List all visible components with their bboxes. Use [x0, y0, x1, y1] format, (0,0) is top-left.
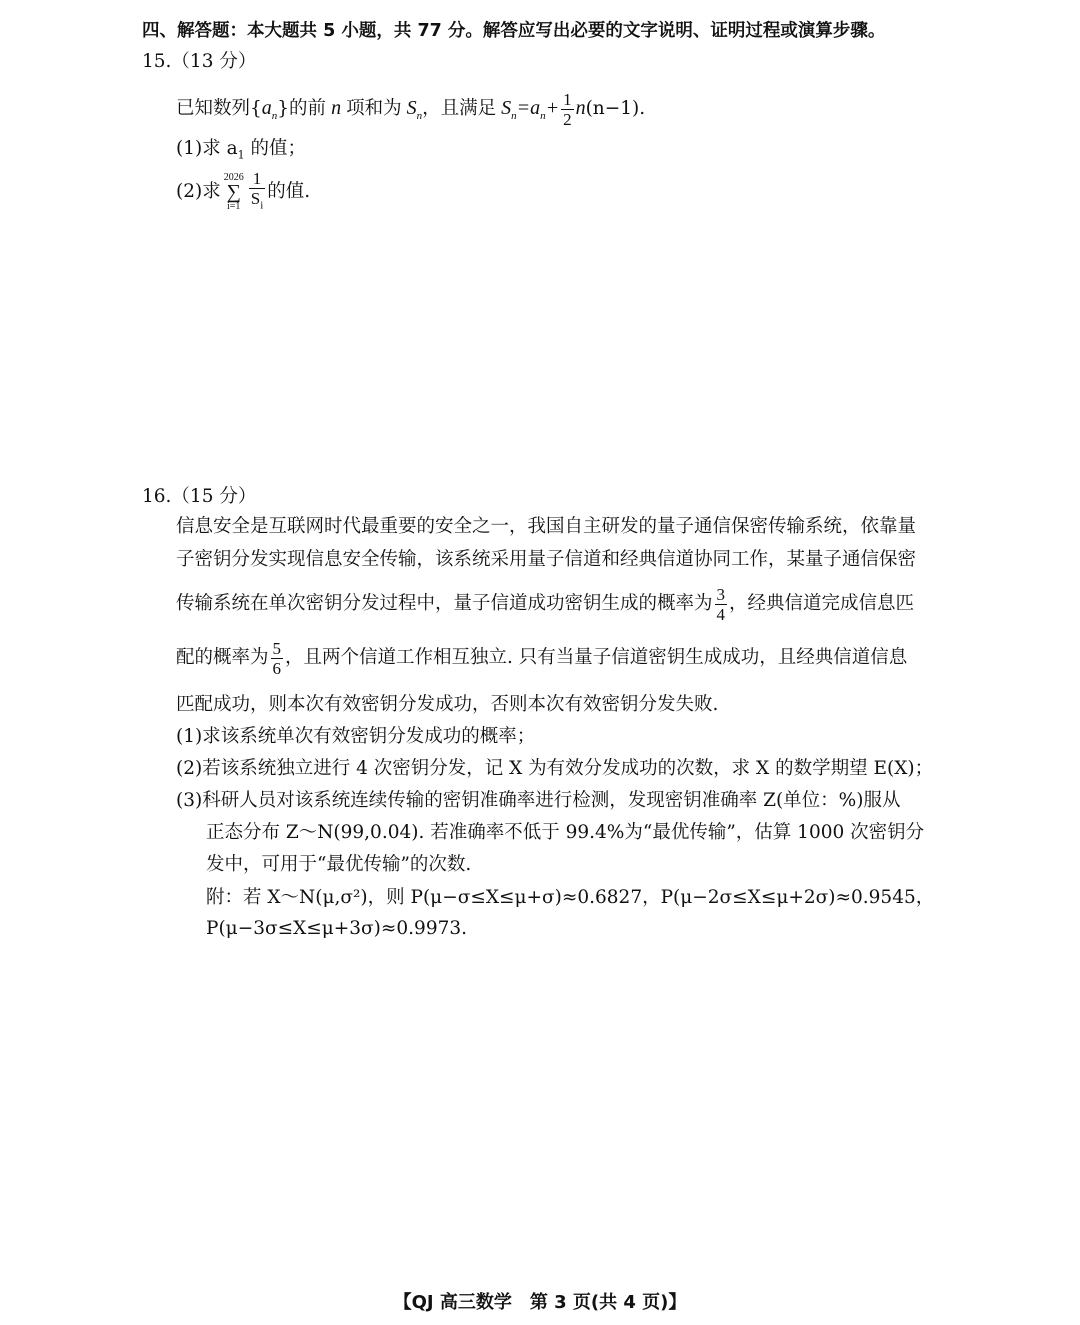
q16-part3-line3: 发中，可用于“最优传输”的次数.: [206, 854, 472, 875]
page-footer: 【QJ 高三数学 第 3 页(共 4 页)】: [393, 1292, 687, 1313]
q15-frac-num: 1: [563, 89, 572, 109]
q15-stem: [176, 88, 645, 136]
q16-appendix-line1: 附：若 X～N(μ,σ²)，则 P(μ−σ≤X≤μ+σ)≈0.6827，P(μ−2σ≤X≤μ+2σ)≈0.9545，: [206, 887, 935, 908]
q15-part2-fraction: [249, 169, 266, 215]
q15-part2-tail: 的值.: [267, 181, 311, 202]
q16-line5: 匹配成功，则本次有效密钥分发成功，否则本次有效密钥分发失败.: [176, 694, 719, 715]
q15-header: 15.（13 分）: [142, 51, 257, 72]
section-title: 四、解答题：本大题共 5 小题，共 77 分。解答应写出必要的文字说明、证明过程或演算步骤。: [142, 21, 886, 41]
q16-frac2-num: 5: [272, 638, 282, 658]
q16-frac1-num: 3: [716, 584, 726, 604]
q16-fraction-5-6: [271, 639, 284, 678]
q15-part2-frac-den: [249, 189, 266, 215]
q16-frac1-den: 4: [716, 604, 726, 624]
q15-var-sn: $S_n$: [401, 97, 423, 122]
q16-part3-line1: (3)科研人员对该系统连续传输的密钥准确率进行检测，发现密钥准确率 Z(单位：%)服从: [176, 790, 901, 811]
q15-fraction-half: [561, 90, 574, 129]
q15-stem-a: 已知数列{: [176, 98, 262, 119]
q15-part2: [176, 166, 310, 218]
q15-frac-den: 2: [563, 109, 572, 129]
q15-sum-bottom: i=1: [227, 201, 241, 212]
q15-part2-den-s: S: [250, 188, 261, 208]
q15-stem-d: ，且满足: [422, 98, 497, 119]
q16-fraction-3-4: [715, 585, 728, 624]
q16-part1: (1)求该系统单次有效密钥分发成功的概率；: [176, 726, 536, 747]
q15-stem-c: 项和为: [346, 98, 402, 119]
q16-header: 16.（15 分）: [142, 486, 257, 507]
q15-part1-tail: 的值；: [244, 138, 307, 159]
q15-stem-e: (n−1).: [585, 98, 646, 119]
q15-part2-head: (2)求: [176, 181, 221, 202]
q15-sum-top: 2026: [223, 172, 244, 183]
q16-line1: 信息安全是互联网时代最重要的安全之一，我国自主研发的量子通信保密传输系统，依靠量: [176, 516, 917, 537]
q16-part3-line2: 正态分布 Z～N(99,0.04). 若准确率不低于 99.4%为“最优传输”，估算 1000 次密钥分: [206, 822, 925, 843]
q15-var-an: $a_n$: [261, 97, 278, 122]
q16-appendix-line2: P(μ−3σ≤X≤μ+3σ)≈0.9973.: [206, 918, 468, 939]
q15-stem-b: }的前: [277, 98, 327, 119]
q16-line3-b: ，经典信道完成信息匹: [729, 593, 915, 614]
q15-n: n: [575, 97, 586, 119]
q16-line4-a: 配的概率为: [176, 647, 269, 668]
q15-part1-text: (1)求 a: [176, 138, 238, 159]
q16-line3-a: 传输系统在单次密钥分发过程中，量子信道成功密钥生成的概率为: [176, 593, 713, 614]
q15-part1: [176, 136, 306, 169]
q16-line4-b: ，且两个信道工作相互独立. 只有当量子信道密钥生成成功，且经典信道信息: [285, 647, 908, 668]
q16-line2: 子密钥分发实现信息安全传输，该系统采用量子信道和经典信道协同工作，某量子通信保密: [176, 549, 917, 570]
q16-frac2-den: 6: [272, 658, 282, 678]
q15-sigma-glyph: ∑: [226, 181, 241, 203]
q15-part1-sub: 1: [237, 148, 245, 162]
q15-var-n: n: [326, 97, 347, 119]
q16-line4: [176, 637, 907, 679]
q15-equation: $S_n=a_n+$: [496, 97, 560, 122]
q15-part2-den-sub: i: [260, 199, 264, 212]
q15-part2-frac-num: 1: [249, 169, 266, 189]
q15-sum-symbol: [224, 172, 244, 212]
q16-part2: (2)若该系统独立进行 4 次密钥分发，记 X 为有效分发成功的次数，求 X 的数学期望 E(X)；: [176, 758, 934, 779]
q16-line3: [176, 583, 914, 625]
